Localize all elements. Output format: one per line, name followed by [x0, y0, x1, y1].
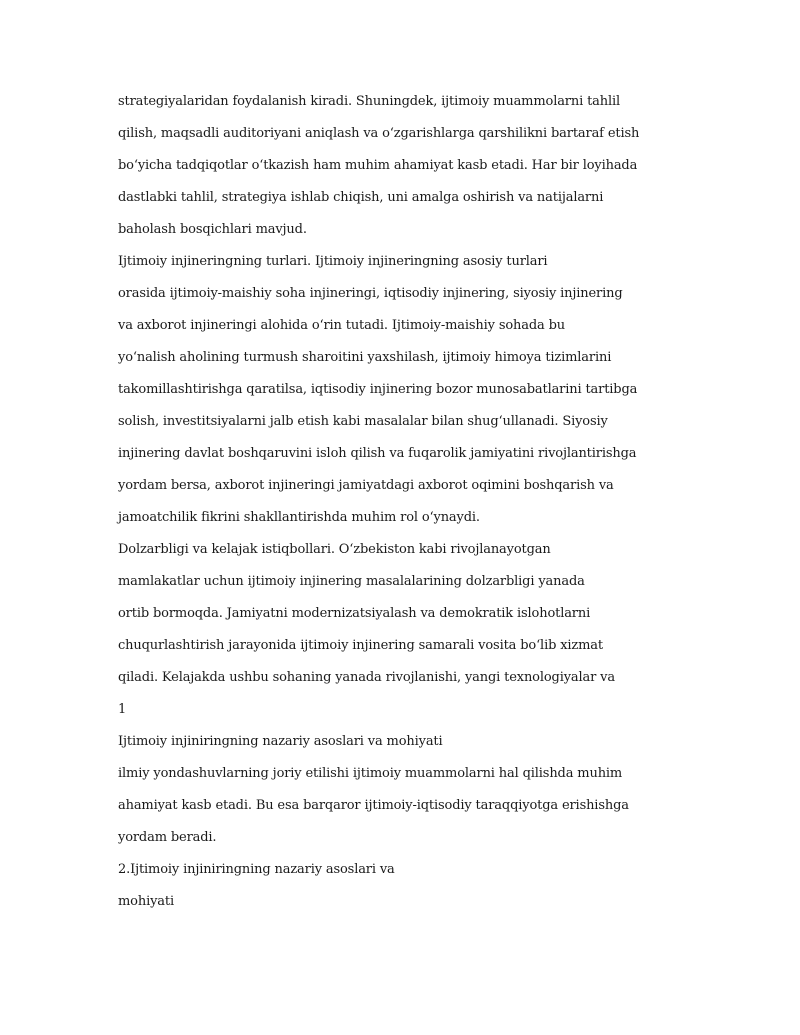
- text-line: qilish, maqsadli auditoriyani aniqlash va o‘zgarishlarga qarshilikni bartaraf etish: [118, 126, 640, 141]
- text-line: va axborot injineringi alohida o‘rin tutadi. Ijtimoiy-maishiy sohada bu: [118, 318, 565, 333]
- text-line: qiladi. Kelajakda ushbu sohaning yanada rivojlanishi, yangi texnologiyalar va: [118, 670, 615, 685]
- chapter-heading-line: 2.Ijtimoiy injiniringning nazariy asoslari va: [118, 862, 395, 877]
- text-line: injinering davlat boshqaruvini isloh qilish va fuqarolik jamiyatini rivojlantirishga: [118, 446, 637, 461]
- text-line: ilmiy yondashuvlarning joriy etilishi ijtimoiy muammolarni hal qilishda muhim: [118, 766, 623, 781]
- text-line: yordam beradi.: [118, 830, 217, 845]
- page-number: 1: [118, 702, 127, 717]
- text-line: jamoatchilik fikrini shakllantirishda muhim rol o‘ynaydi.: [118, 510, 480, 525]
- text-line: yordam bersa, axborot injineringi jamiyatdagi axborot oqimini boshqarish va: [118, 478, 614, 493]
- text-line: chuqurlashtirish jarayonida ijtimoiy injinering samarali vosita bo‘lib xizmat: [118, 638, 603, 653]
- text-line: takomillashtirishga qaratilsa, iqtisodiy injinering bozor munosabatlarini tartibga: [118, 382, 638, 397]
- text-line: bo‘yicha tadqiqotlar o‘tkazish ham muhim ahamiyat kasb etadi. Har bir loyihada: [118, 158, 638, 173]
- chapter-heading-line: mohiyati: [118, 894, 174, 909]
- text-line: dastlabki tahlil, strategiya ishlab chiqish, uni amalga oshirish va natijalarni: [118, 190, 604, 205]
- text-line: solish, investitsiyalarni jalb etish kabi masalalar bilan shug‘ullanadi. Siyosiy: [118, 414, 608, 429]
- running-header: Ijtimoiy injiniringning nazariy asoslari va mohiyati: [118, 734, 443, 749]
- text-line: ortib bormoqda. Jamiyatni modernizatsiyalash va demokratik islohotlarni: [118, 606, 591, 621]
- text-line: ahamiyat kasb etadi. Bu esa barqaror ijtimoiy-iqtisodiy taraqqiyotga erishishga: [118, 798, 629, 813]
- text-line: orasida ijtimoiy-maishiy soha injineringi, iqtisodiy injinering, siyosiy injinering: [118, 286, 623, 301]
- section-heading-line: Ijtimoiy injineringning turlari. Ijtimoiy injineringning asosiy turlari: [118, 254, 548, 269]
- section-heading-line: Dolzarbligi va kelajak istiqbollari. O‘zbekiston kabi rivojlanayotgan: [118, 542, 551, 557]
- text-line: yo‘nalish aholining turmush sharoitini yaxshilash, ijtimoiy himoya tizimlarini: [118, 350, 612, 365]
- text-line: strategiyalaridan foydalanish kiradi. Shuningdek, ijtimoiy muammolarni tahlil: [118, 94, 621, 109]
- text-line: mamlakatlar uchun ijtimoiy injinering masalalarining dolzarbligi yanada: [118, 574, 585, 589]
- text-line: baholash bosqichlari mavjud.: [118, 222, 307, 237]
